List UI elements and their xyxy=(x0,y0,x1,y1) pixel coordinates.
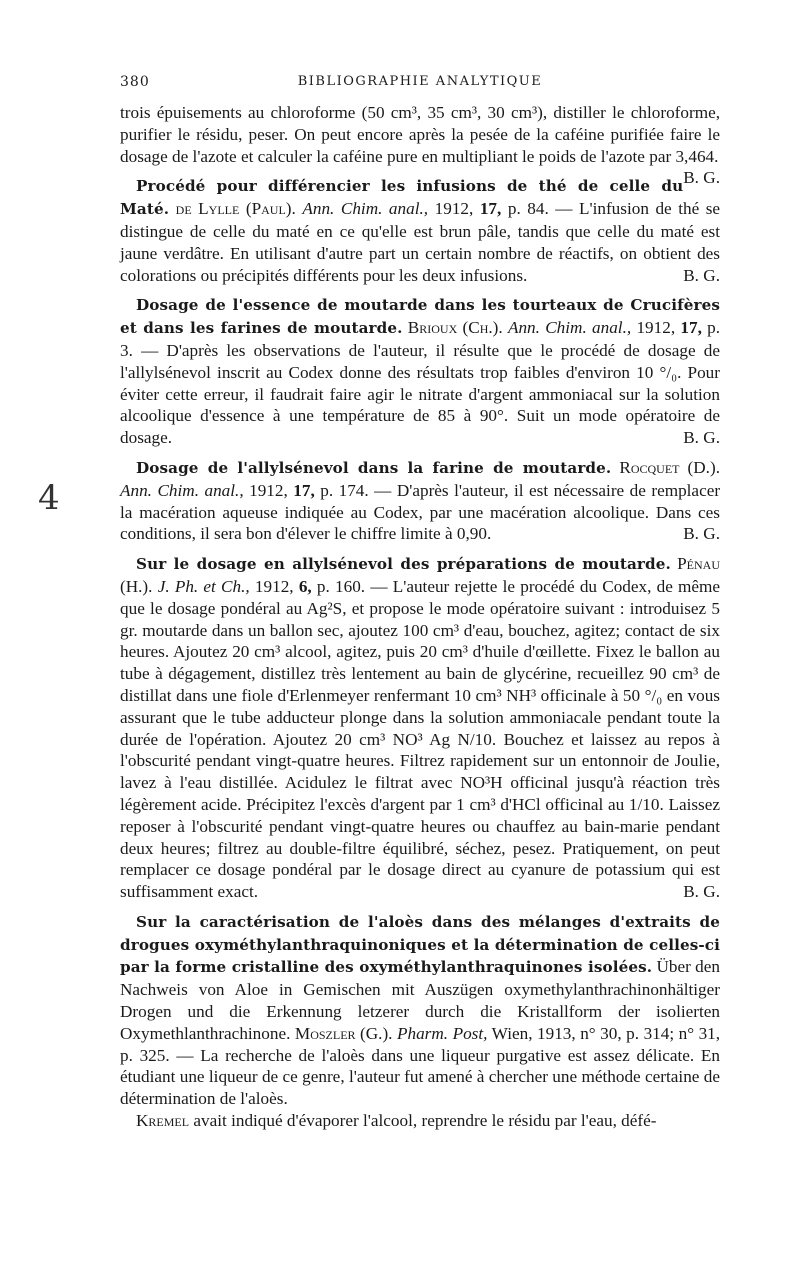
entry-year: 1913, xyxy=(537,1023,576,1043)
entry-title: Procédé pour différencier les infusions de thé de celle du Maté. xyxy=(120,177,684,219)
entry-pages: p. 160. xyxy=(316,576,366,596)
entry-title: Dosage de l'allylsénevol dans la farine de moutarde. xyxy=(136,458,612,477)
entry-year: 1912, xyxy=(249,480,288,500)
entry-allylsenevol-flour xyxy=(120,457,720,545)
entry-volume: 6, xyxy=(298,576,312,596)
signature: B. G. xyxy=(683,882,720,902)
entry-place: Wien, xyxy=(491,1023,533,1043)
entry-mustard-essence xyxy=(120,294,720,449)
entry-volume: 17, xyxy=(680,318,702,338)
entry-body: avait indiqué d'évaporer l'alcool, reprendre le résidu par l'eau, défé- xyxy=(193,1111,657,1131)
entry-tea-mate xyxy=(120,175,720,286)
entry-body: — D'après les observations de l'auteur, il résulte que le procédé de dosage de l'allylsénevol inscrit au Codex donne des résultats trop faibles d'environ 10 °/₀. Pour éviter cette erreur, il faudrait faire agir le nitrate d'argent ammoniacal sur la solution alcoolique d'essence à une température de 85 à 90°. Suit un mode opératoire de dosage. xyxy=(120,340,720,448)
entry-allylsenevol-preparations xyxy=(120,553,720,903)
entry-journal: Ann. Chim. anal., xyxy=(302,199,429,219)
signature: B. G. xyxy=(683,428,720,448)
entry-author: Rocquet (D.). xyxy=(619,457,720,477)
entry-journal: J. Ph. et Ch., xyxy=(157,576,250,596)
entry-aloes xyxy=(120,911,720,1110)
entry-pages: p. 174. xyxy=(320,480,369,500)
entry-author: de Lylle (Paul). xyxy=(175,199,296,219)
entry-volume: 17, xyxy=(479,199,502,219)
entry-body: — D'après l'auteur, il est nécessaire de remplacer la macération aqueuse indiquée au Codex, par une macération alcoolique. Dans ces conditions, il sera bon d'élever le chiffre limite à 0,90. xyxy=(120,480,721,544)
continuation-paragraph xyxy=(120,102,720,188)
entry-body: — La recherche de l'aloès dans une liqueur purgative est assez délicate. En étudiant une liqueur de ce genre, l'auteur fut amené à chercher une méthode certaine de détermination de l'aloès. xyxy=(120,1045,721,1109)
signature: B. G. xyxy=(683,168,720,188)
entry-title: Dosage de l'essence de moutarde dans les tourteaux de Crucifères et dans les farines de moutarde. xyxy=(120,296,720,338)
page xyxy=(120,74,720,1132)
entry-pages: p. 3. xyxy=(120,318,721,360)
entry-pages: p. 84. xyxy=(507,199,549,219)
entry-year: 1912, xyxy=(434,199,474,219)
entry-year: 1912, xyxy=(636,318,676,338)
entry-aloes-continued xyxy=(120,1110,720,1132)
entry-volume: n° 30, xyxy=(580,1023,622,1043)
entry-body: — L'infusion de thé se distingue de celle du maté en ce qu'elle est brun pâle, tandis que celle du maté est jaune verdâtre. En utilisant d'autre part un certain nombre de réactifs, on obtient des colorations ou précipités différents pour les deux infusions. xyxy=(120,199,721,285)
margin-annotation: 4 xyxy=(38,478,60,518)
entry-title: Sur la caractérisation de l'aloès dans des mélanges d'extraits de drogues oxyméthylanthraquinoniques et la détermination de celles-ci par la forme cristalline des oxyméthylanthraquinones isolées. xyxy=(120,912,720,977)
entry-subtitle: Über den Nachweis von Aloe in Gemischen mit Auszügen oxymethylanthrachinonhältiger Drogen und die Erkennung letzerer durch die Kristallform der isolierten Oxymethlanthrachinone. xyxy=(120,957,721,1043)
entry-author: Pénau (H.). xyxy=(120,554,721,596)
entry-body: — L'auteur rejette le procédé du Codex, de même que le dosage pondéral au Ag²S, et propose le mode opératoire suivant : introduisez 5 gr. moutarde dans un ballon sec, ajoutez 100 cm³ d'eau, bouchez, agitez; contact de six heures. Ajoutez 20 cm³ alcool, agitez, puis 20 cm³ d'huile d'œillette. Fixez le ballon au tube à dégagement, distillez très lentement au bain de glycérine, recueillez 90 cm³ de distillat dans une fiole d'Erlenmeyer renfermant 10 cm³ NH³ officinale à 50 °/₀ en vous assurant que le tube adducteur plonge dans la solution ammoniacale pendant toute la durée de l'opération. Ajoutez 20 cm³ NO³ Ag N/10. Bouchez et laissez au repos à l'obscurité pendant vingt-quatre heures. Filtrez rapidement sur un entonnoir de Joulie, lavez à l'eau distillée. Acidulez le filtrat avec NO³H officinal jusqu'à réaction très légèrement acide. Précipitez l'excès d'argent par 1 cm³ d'HCl officinal au 1/10. Laissez reposer à l'obscurité pendant vingt-quatre heures ou chauffez au bain-marie pendant deux heures; filtrez au double-filtre équilibré, séchez, pesez. Pratiquement, on peut remplacer ce dosage pondéral par le dosage direct au cyanure de potassium qui est suffisamment exact. xyxy=(120,576,721,902)
entry-author: Kremel xyxy=(136,1111,190,1131)
entry-pages: p. 314; n° 31, p. 325. xyxy=(120,1023,721,1065)
entry-journal: Pharm. Post, xyxy=(397,1023,488,1043)
entry-journal: Ann. Chim. anal., xyxy=(507,318,632,338)
running-title: BIBLIOGRAPHIE ANALYTIQUE xyxy=(297,74,543,89)
continuation-text: trois épuisements au chloroforme (50 cm³, 35 cm³, 30 cm³), distiller le chloroforme, purifier le résidu, peser. On peut encore après la pesée de la caféine purifiée faire le dosage de l'azote et calculer la caféine pure en multipliant le poids de l'azote par 3,464. xyxy=(120,103,720,166)
entry-journal: Ann. Chim. anal., xyxy=(120,480,244,500)
signature: B. G. xyxy=(683,524,720,544)
entry-year: 1912, xyxy=(254,576,294,596)
page-header xyxy=(120,74,720,98)
signature: B. G. xyxy=(683,265,720,285)
entry-author: Brioux (Ch.). xyxy=(407,318,503,338)
page-number: 380 xyxy=(120,74,150,90)
entry-author: Moszler (G.). xyxy=(294,1023,393,1043)
entry-volume: 17, xyxy=(293,480,315,500)
entry-title: Sur le dosage en allylsénevol des préparations de moutarde. xyxy=(136,555,671,574)
